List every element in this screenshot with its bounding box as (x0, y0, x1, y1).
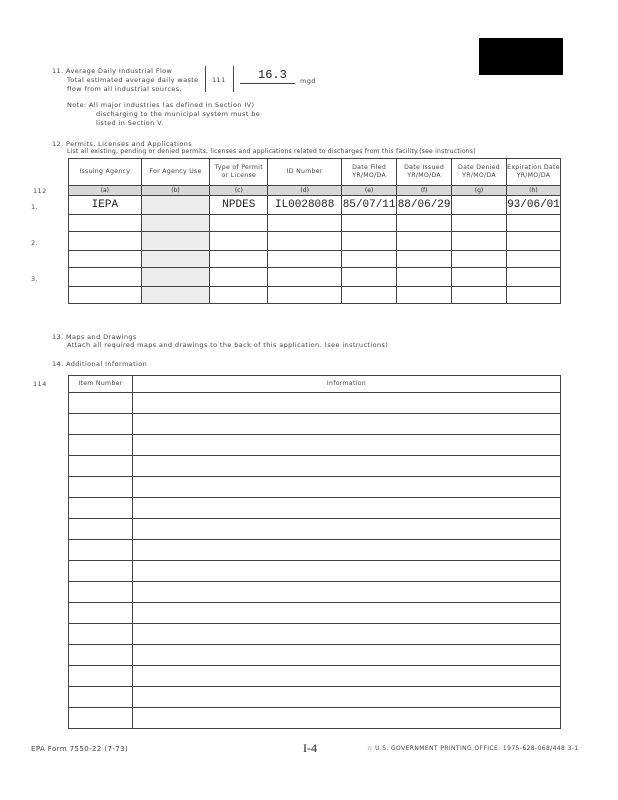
information-cell[interactable] (132, 540, 560, 561)
information-cell[interactable] (132, 582, 560, 603)
row-1-date-issued[interactable]: 88/06/29 (397, 196, 452, 215)
row-3-sub-cell[interactable] (342, 287, 397, 304)
row-3-permit-type[interactable] (210, 268, 268, 287)
item-number-cell[interactable] (69, 708, 133, 729)
row-2-sub-cell[interactable] (268, 251, 342, 268)
header-agency-use: For Agency Use (141, 159, 210, 186)
row-2-sub-cell (141, 251, 210, 268)
row-3-sub-cell (141, 287, 210, 304)
row-3-sub-cell[interactable] (268, 287, 342, 304)
row-2-permit-type[interactable] (210, 232, 268, 251)
row-1-sub-cell[interactable] (268, 215, 342, 232)
item-number-cell[interactable] (69, 435, 133, 456)
item-number-cell[interactable] (69, 477, 133, 498)
row-3-date-issued[interactable] (397, 268, 452, 287)
row-1-date-denied[interactable] (452, 196, 507, 215)
permits-table (68, 158, 561, 304)
information-cell[interactable] (132, 393, 560, 414)
row-2-sub-cell[interactable] (452, 251, 507, 268)
col-letter-c: (c) (210, 186, 268, 196)
col-letter-d: (d) (268, 186, 342, 196)
item-number-cell[interactable] (69, 687, 133, 708)
information-cell[interactable] (132, 477, 560, 498)
item13-title: 13. Maps and Drawings (52, 333, 137, 341)
row-1-number: 1. (31, 203, 39, 211)
information-cell[interactable] (132, 561, 560, 582)
item-number-cell[interactable] (69, 414, 133, 435)
item11-flow-value: 16.3 (258, 68, 287, 82)
item11-value-line (240, 83, 295, 84)
item-number-cell[interactable] (69, 582, 133, 603)
item12-code: 112 (33, 187, 47, 195)
row-3-sub-cell[interactable] (452, 287, 507, 304)
information-cell[interactable] (132, 645, 560, 666)
row-1-sub-cell[interactable] (506, 215, 560, 232)
item14-code: 114 (33, 380, 47, 388)
row-3-sub-cell[interactable] (210, 287, 268, 304)
row-1-sub-cell[interactable] (342, 215, 397, 232)
row-3-date-denied[interactable] (452, 268, 507, 287)
row-2-date-filed[interactable] (342, 232, 397, 251)
item-number-cell[interactable] (69, 666, 133, 687)
row-1-id-number[interactable]: IL0028088 (268, 196, 342, 215)
item11-bracket (205, 66, 206, 92)
row-3-issuing-agency[interactable] (69, 268, 142, 287)
row-3-number: 3. (31, 275, 39, 283)
item11-unit: mgd (300, 77, 316, 85)
row-2-id-number[interactable] (268, 232, 342, 251)
row-3-agency-use (141, 268, 210, 287)
header-expiration-date: Expiration Date YR/MO/DA (506, 159, 560, 186)
col-letter-f: (f) (397, 186, 452, 196)
item11-desc-1: Total estimated average daily waste (67, 76, 199, 84)
information-cell[interactable] (132, 435, 560, 456)
header-date-denied: Date Denied YR/MO/DA (452, 159, 507, 186)
item-number-cell[interactable] (69, 393, 133, 414)
row-3-sub-cell[interactable] (506, 287, 560, 304)
item14-title: 14. Additional Information (52, 360, 148, 368)
information-cell[interactable] (132, 666, 560, 687)
item12-desc: List all existing, pending or denied permits, licenses and applications related to discharges from this facility.(see instructions) (67, 148, 476, 155)
header-date-issued: Date Issued YR/MO/DA (397, 159, 452, 186)
item-number-cell[interactable] (69, 540, 133, 561)
row-1-sub-cell (141, 215, 210, 232)
item-number-cell[interactable] (69, 498, 133, 519)
item11-code: 111 (212, 76, 226, 84)
row-2-expiration-date[interactable] (506, 232, 560, 251)
information-cell[interactable] (132, 708, 560, 729)
item12-title: 12. Permits, Licenses and Applications (52, 140, 193, 148)
row-2-date-issued[interactable] (397, 232, 452, 251)
information-cell[interactable] (132, 687, 560, 708)
row-2-sub-cell[interactable] (397, 251, 452, 268)
row-2-sub-cell[interactable] (210, 251, 268, 268)
row-2-date-denied[interactable] (452, 232, 507, 251)
row-1-issuing-agency[interactable]: IEPA (69, 196, 142, 215)
row-2-sub-cell[interactable] (506, 251, 560, 268)
additional-info-table (68, 375, 561, 729)
row-2-agency-use (141, 232, 210, 251)
item11-note-2: discharging to the municipal system must be (96, 110, 261, 118)
information-cell[interactable] (132, 519, 560, 540)
row-1-date-filed[interactable]: 85/07/11 (342, 196, 397, 215)
item-number-cell[interactable] (69, 603, 133, 624)
footer-page-number: I-4 (303, 741, 317, 755)
item-number-cell[interactable] (69, 624, 133, 645)
row-1-sub-cell[interactable] (452, 215, 507, 232)
information-cell[interactable] (132, 498, 560, 519)
col-letter-e: (e) (342, 186, 397, 196)
row-1-agency-use (141, 196, 210, 215)
row-2-sub-cell[interactable] (342, 251, 397, 268)
item11-title: 11. Average Daily Industrial Flow (52, 67, 173, 75)
col-letter-g: (g) (452, 186, 507, 196)
row-2-number: 2. (31, 239, 39, 247)
item-number-cell[interactable] (69, 456, 133, 477)
information-cell[interactable] (132, 624, 560, 645)
row-3-expiration-date[interactable] (506, 268, 560, 287)
information-cell[interactable] (132, 414, 560, 435)
row-1-sub-cell[interactable] (210, 215, 268, 232)
row-3-sub-cell[interactable] (69, 287, 142, 304)
header-issuing-agency: Issuing Agency (69, 159, 142, 186)
row-1-sub-cell[interactable] (69, 215, 142, 232)
item-number-cell[interactable] (69, 561, 133, 582)
item11-bracket-right (233, 66, 234, 92)
header-item-number: Item Number (69, 376, 133, 393)
header-id-number: ID Number (268, 159, 342, 186)
row-1-expiration-date[interactable]: 93/06/01 (506, 196, 560, 215)
col-letter-a: (a) (69, 186, 142, 196)
information-cell[interactable] (132, 603, 560, 624)
item-number-cell[interactable] (69, 645, 133, 666)
col-letter-h: (h) (506, 186, 560, 196)
row-2-sub-cell[interactable] (69, 251, 142, 268)
row-1-sub-cell[interactable] (397, 215, 452, 232)
row-2-issuing-agency[interactable] (69, 232, 142, 251)
row-3-date-filed[interactable] (342, 268, 397, 287)
row-1-permit-type[interactable]: NPDES (210, 196, 268, 215)
item13-desc: Attach all required maps and drawings to the back of this application. (see instructions) (67, 341, 389, 349)
footer-form-number: EPA Form 7550-22 (7-73) (31, 745, 129, 753)
row-3-sub-cell[interactable] (397, 287, 452, 304)
item11-desc-2: flow from all industrial sources. (67, 85, 182, 93)
redaction-box (479, 38, 563, 75)
information-cell[interactable] (132, 456, 560, 477)
header-information: Information (132, 376, 560, 393)
item11-note-3: listed in Section V. (96, 119, 164, 127)
row-3-id-number[interactable] (268, 268, 342, 287)
item-number-cell[interactable] (69, 519, 133, 540)
header-permit-type: Type of Permit or License (210, 159, 268, 186)
item11-note-1: Note: All major industries (as defined in Section IV) (67, 101, 255, 109)
col-letter-b: (b) (141, 186, 210, 196)
header-date-filed: Date Filed YR/MO/DA (342, 159, 397, 186)
footer-printing-office: ☆ U.S. GOVERNMENT PRINTING OFFICE: 1975-628-068/448 3-1 (367, 745, 579, 752)
